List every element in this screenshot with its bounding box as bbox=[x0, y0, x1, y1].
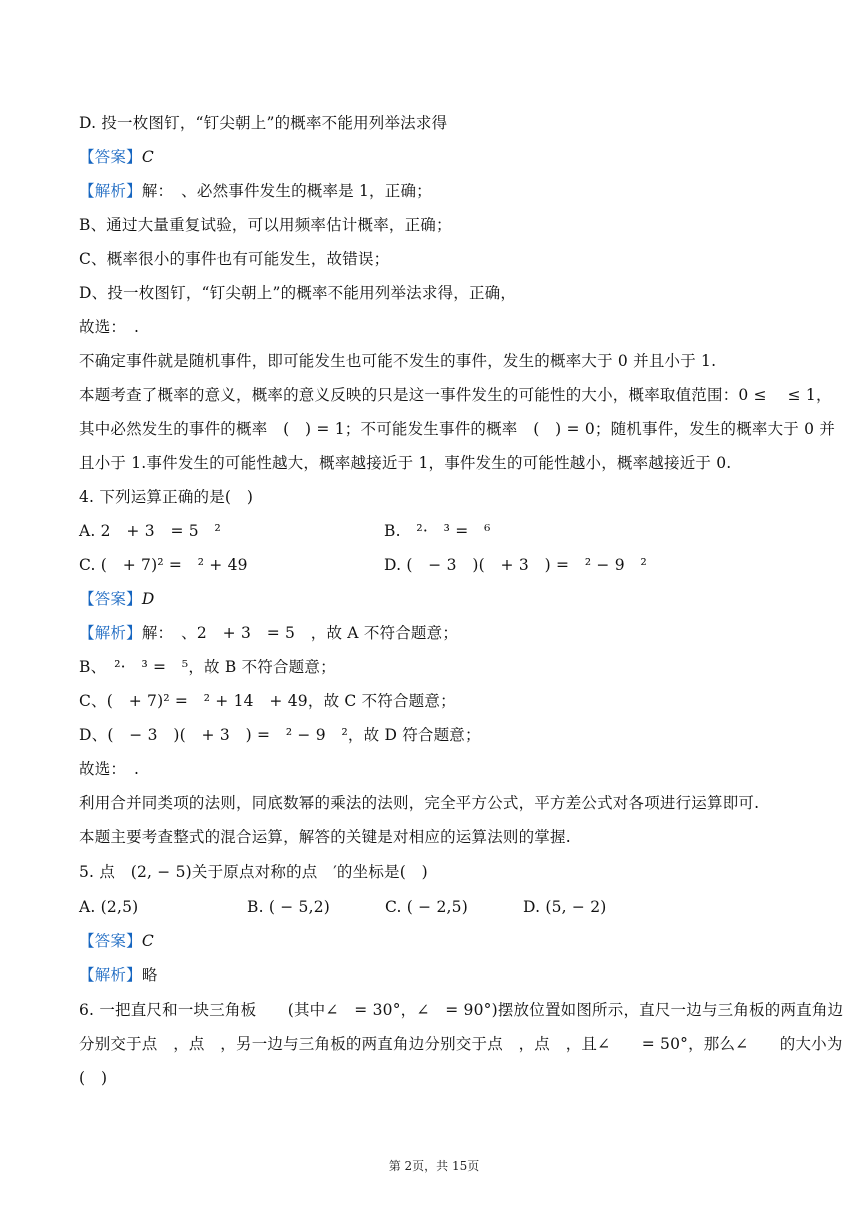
q4-options-row-1 bbox=[79, 521, 808, 541]
q6-stem-line-3: ( ) bbox=[79, 1069, 108, 1087]
answer-value: D bbox=[141, 590, 155, 608]
q5-option-c: C. ( − 2,5) bbox=[385, 898, 468, 916]
answer-tag: 【答案】 bbox=[79, 590, 142, 608]
analysis-tag: 【解析】 bbox=[79, 966, 142, 984]
q4-analysis-c: C、( + 7)² = ² + 14 + 49，故 C 不符合题意； bbox=[79, 692, 456, 710]
analysis-text: 略 bbox=[141, 966, 158, 984]
q4-option-c: C. ( + 7)² = ² + 49 bbox=[79, 556, 248, 574]
q3-option-d: D. 投一枚图钉，“钉尖朝上”的概率不能用列举法求得 bbox=[79, 114, 448, 132]
q3-analysis-b: B、通过大量重复试验，可以用频率估计概率，正确； bbox=[79, 216, 452, 234]
q5-stem: 5. 点 (2, − 5)关于原点对称的点 ′的坐标是( ) bbox=[79, 863, 428, 881]
q4-option-a: A. 2 + 3 = 5 ² bbox=[79, 522, 221, 540]
page-footer: 第 2页，共 15页 bbox=[388, 1159, 480, 1173]
q4-stem: 4. 下列运算正确的是( ) bbox=[79, 488, 254, 506]
q4-analysis-a bbox=[79, 623, 808, 643]
q3-note-1: 不确定事件就是随机事件，即可能发生也可能不发生的事件，发生的概率大于 0 并且小于 1. bbox=[79, 352, 717, 370]
q3-analysis-a bbox=[79, 181, 808, 201]
q3-choose: 故选： . bbox=[79, 318, 140, 336]
q4-choose: 故选： . bbox=[79, 760, 140, 778]
q5-option-b: B. ( − 5,2) bbox=[247, 898, 331, 916]
analysis-text: 解： 、必然事件发生的概率是 1，正确； bbox=[141, 182, 432, 200]
answer-tag: 【答案】 bbox=[79, 148, 142, 166]
answer-tag: 【答案】 bbox=[79, 932, 142, 950]
q4-analysis-d: D、( − 3 )( + 3 ) = ² − 9 ²，故 D 符合题意； bbox=[79, 726, 481, 744]
q3-analysis-c: C、概率很小的事件也有可能发生，故错误； bbox=[79, 250, 390, 268]
answer-value: C bbox=[141, 148, 154, 166]
q4-answer bbox=[79, 589, 808, 609]
q3-note-3: 其中必然发生的事件的概率 ( ) = 1；不可能发生事件的概率 ( ) = 0；随机事件，发生的概率大于 0 并 bbox=[79, 420, 836, 438]
q3-analysis-d: D、投一枚图钉，“钉尖朝上”的概率不能用列举法求得，正确， bbox=[79, 284, 517, 302]
q6-stem-line-1: 6. 一把直尺和一块三角板 (其中∠ = 30°，∠ = 90°)摆放位置如图所示，直尺一边与三角板的两直角边 bbox=[79, 1001, 844, 1019]
q5-analysis bbox=[79, 965, 808, 985]
analysis-text: 解： 、2 + 3 = 5 ，故 A 不符合题意； bbox=[141, 624, 459, 642]
q4-note-2: 本题主要考查整式的混合运算，解答的关键是对相应的运算法则的掌握. bbox=[79, 828, 571, 846]
q5-option-a: A. (2,5) bbox=[79, 898, 139, 916]
q4-options-row-2 bbox=[79, 555, 808, 575]
q3-answer bbox=[79, 147, 808, 167]
q4-option-b: B. ²· ³ = ⁶ bbox=[384, 522, 491, 540]
q5-answer bbox=[79, 931, 808, 951]
analysis-tag: 【解析】 bbox=[79, 624, 142, 642]
q3-note-2: 本题考查了概率的意义，概率的意义反映的只是这一事件发生的可能性的大小，概率取值范围：0 ≤ ≤ 1， bbox=[79, 386, 832, 404]
q5-option-d: D. (5, − 2) bbox=[523, 898, 607, 916]
q4-analysis-b: B、 ²· ³ = ⁵，故 B 不符合题意； bbox=[79, 658, 336, 676]
answer-value: C bbox=[141, 932, 154, 950]
q5-options-row bbox=[79, 897, 808, 917]
q4-note-1: 利用合并同类项的法则，同底数幂的乘法的法则，完全平方公式，平方差公式对各项进行运算即可. bbox=[79, 794, 760, 812]
q3-note-4: 且小于 1.事件发生的可能性越大，概率越接近于 1，事件发生的可能性越小，概率越接近于 0. bbox=[79, 454, 732, 472]
analysis-tag: 【解析】 bbox=[79, 182, 142, 200]
q4-option-d: D. ( − 3 )( + 3 ) = ² − 9 ² bbox=[384, 556, 647, 574]
q6-stem-line-2: 分别交于点 ，点 ，另一边与三角板的两直角边分别交于点 ，点 ，且∠ = 50°，那么∠ 的大小为 bbox=[79, 1035, 843, 1053]
